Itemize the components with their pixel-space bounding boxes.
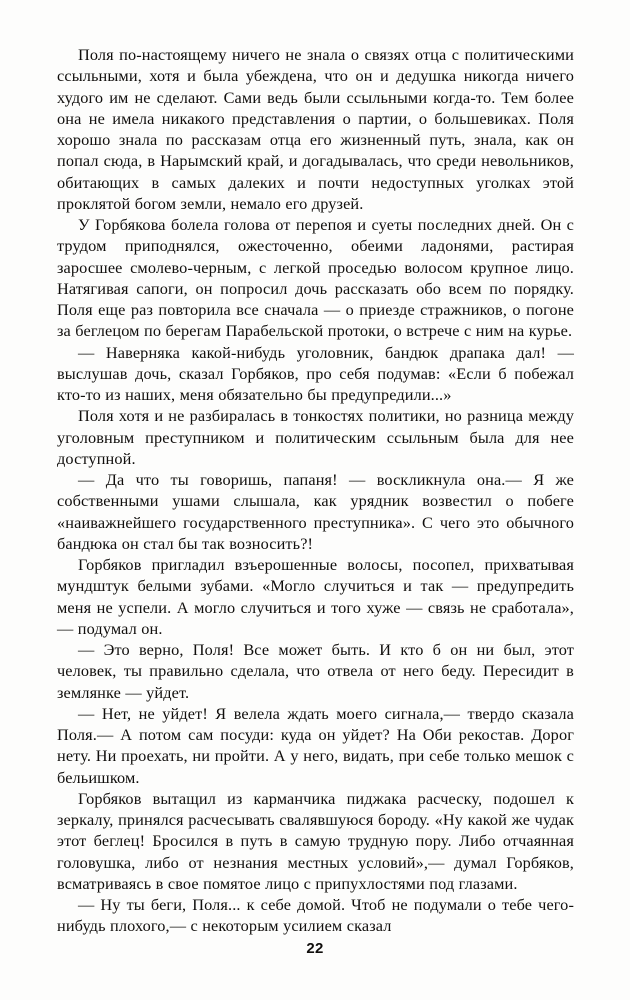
- body-paragraph: — Ну ты беги, Поля... к себе домой. Чтоб не подумали о тебе чего-нибудь плохого,— с некоторым усилием сказал: [57, 895, 574, 936]
- body-paragraph: Горбяков вытащил из карманчика пиджака расческу, подошел к зеркалу, принялся расчесывать свалявшуюся бороду. «Ну какой же чудак этот беглец! Бросился в путь в самую трудную пору. Либо отчаянная головушка, либо от незнания местных условий»,— думал Горбяков, всматриваясь в свое помятое лицо с припухлостями под глазами.: [57, 788, 574, 893]
- page-text-block: [57, 44, 574, 937]
- body-paragraph: Поля хотя и не разбиралась в тонкостях политики, но разница между уголовным преступником и политическим ссыльным была для нее доступной.: [57, 406, 574, 468]
- page-number: 22: [306, 940, 324, 957]
- body-paragraph: — Нет, не уйдет! Я велела ждать моего сигнала,— твердо сказала Поля.— А потом сам посуди: куда он уйдет? На Оби рекостав. Дорог нету. Ни проехать, ни пройти. А у него, видать, при себе только мешок с бельишком.: [57, 703, 574, 787]
- body-paragraph: — Да что ты говоришь, папаня! — воскликнула она.— Я же собственными ушами слышала, как урядник возвестил о побеге «наиважнейшего государственного преступника». С чего это обычного бандюка он стал бы так возносить?!: [57, 470, 574, 553]
- body-paragraph: Горбяков пригладил взъерошенные волосы, посопел, прихватывая мундштук белыми зубами. «Могло случиться и так — предупредить меня не успели. А могло случиться и того хуже — связь не сработала»,— подумал он.: [57, 555, 574, 638]
- body-paragraph: — Наверняка какой-нибудь уголовник, бандюк драпака дал! — выслушав дочь, сказал Горбяков, про себя подумав: «Если б побежал кто-то из наших, меня обязательно бы предупредили...»: [57, 342, 574, 404]
- body-paragraph: — Это верно, Поля! Все может быть. И кто б он ни был, этот человек, ты правильно сделала, что отвела от него беду. Пересидит в землянке — уйдет.: [57, 640, 574, 702]
- body-paragraph: У Горбякова болела голова от перепоя и суеты последних дней. Он с трудом приподнялся, ожесточенно, обеими ладонями, растирая заросшее смолево-черным, с легкой проседью волосом крупное лицо. Натягивая сапоги, он попросил дочь рассказать обо всем по порядку. Поля еще раз повторила все сначала — о приезде стражников, о погоне за беглецом по берегам Парабельской протоки, о встрече с ним на курье.: [57, 215, 574, 341]
- body-paragraph: Поля по-настоящему ничего не знала о связях отца с политическими ссыльными, хотя и была убеждена, что он и дедушка никогда ничего худого им не сделают. Сами ведь были ссыльными когда-то. Тем более она не имела никакого представления о партии, о большевиках. Поля хорошо знала по рассказам отца его жизненный путь, знала, как он попал сюда, в Нарымский край, и догадывалась, что среди невольников, обитающих в самых далеких и почти недоступных уголках этой проклятой богом земли, немало его друзей.: [57, 45, 574, 213]
